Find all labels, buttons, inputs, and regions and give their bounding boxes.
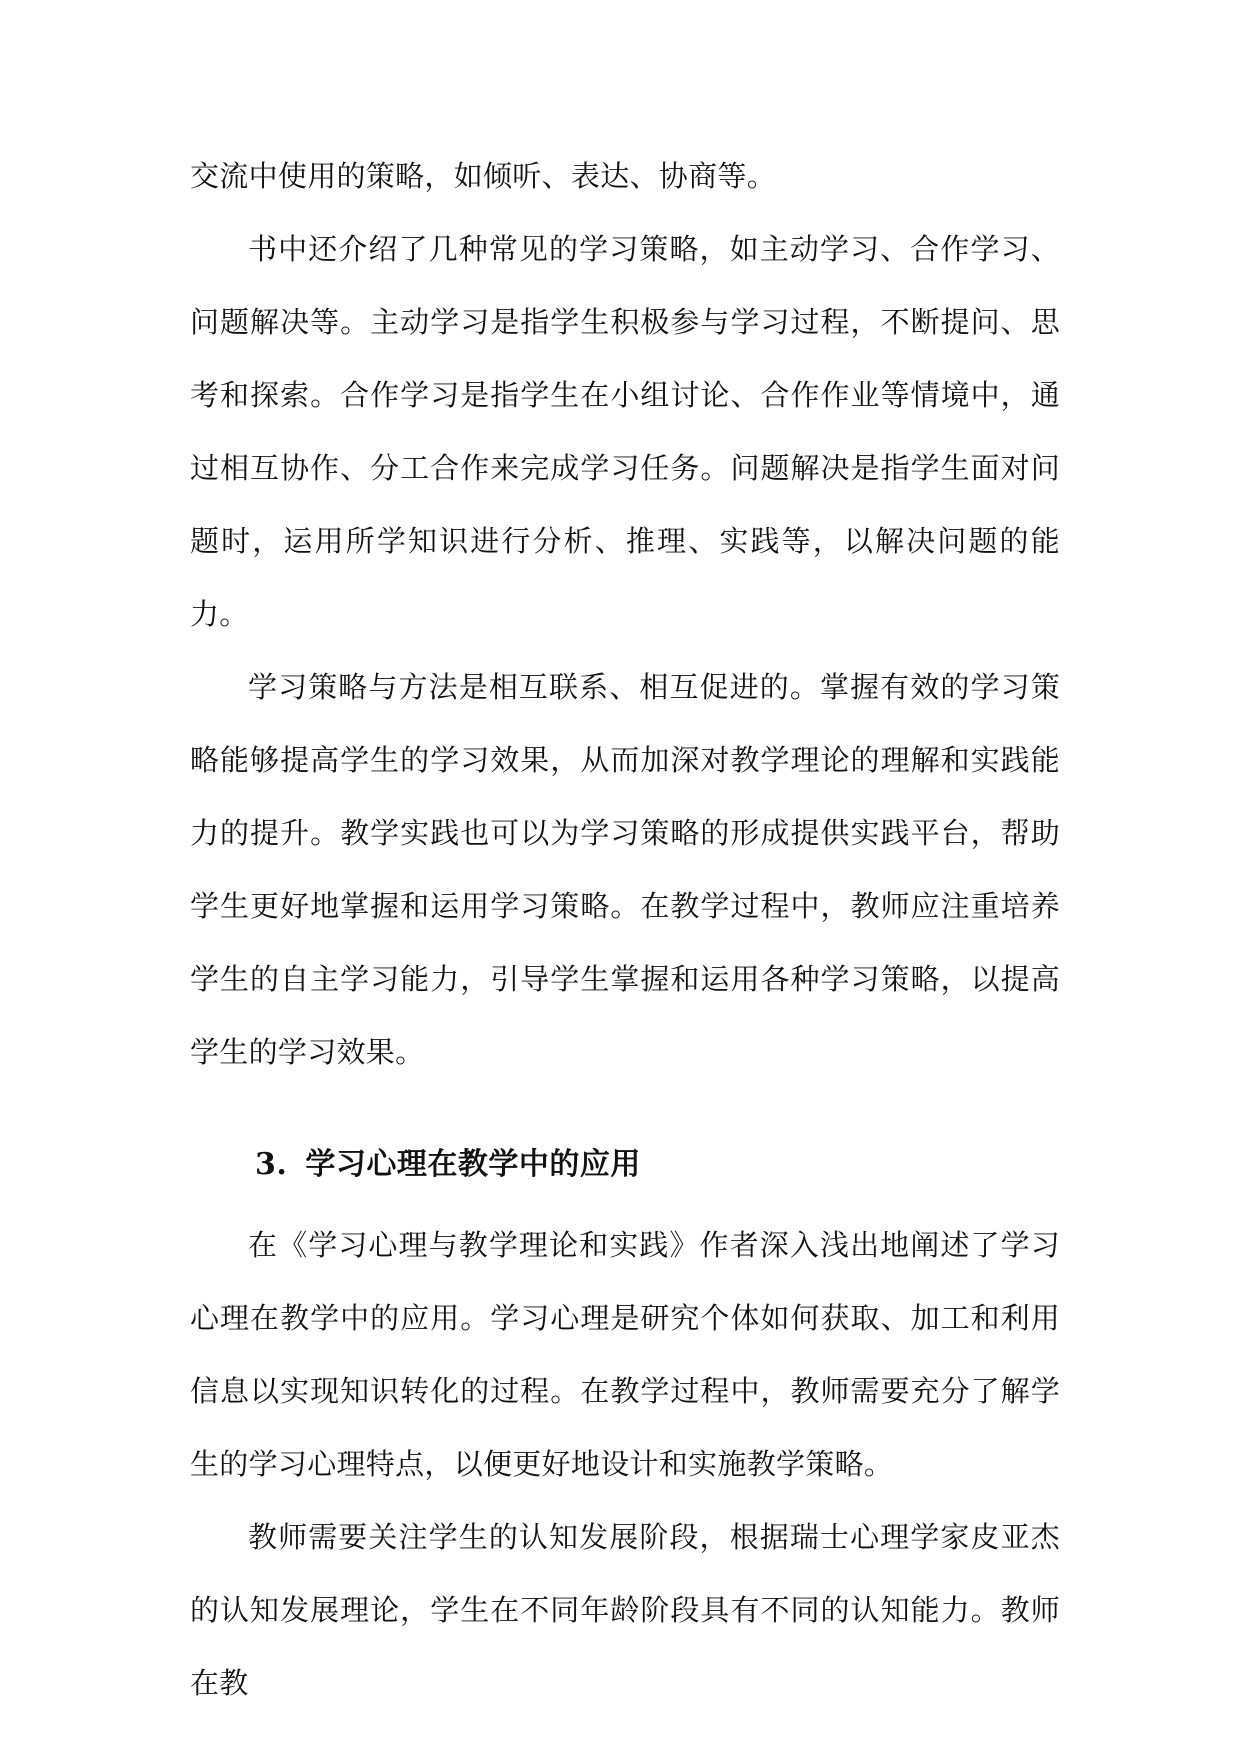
document-page: [190, 140, 1060, 1720]
section-number: 3.: [255, 1147, 288, 1182]
paragraph-learning-psychology: 在《学习心理与教学理论和实践》作者深入浅出地阐述了学习心理在教学中的应用。学习心理是研究个体如何获取、加工和利用信息以实现知识转化的过程。在教学过程中，教师需要充分了解学生的学习心理特点，以便更好地设计和实施教学策略。: [190, 1228, 1060, 1481]
paragraph-strategy-relationship: 学习策略与方法是相互联系、相互促进的。掌握有效的学习策略能够提高学生的学习效果，从而加深对教学理论的理解和实践能力的提升。教学实践也可以为学习策略的形成提供实践平台，帮助学生更好地掌握和运用学习策略。在教学过程中，教师应注重培养学生的自主学习能力，引导学生掌握和运用各种学习策略，以提高学生的学习效果。: [190, 670, 1060, 1069]
paragraph-learning-strategies: 书中还介绍了几种常见的学习策略，如主动学习、合作学习、问题解决等。主动学习是指学生积极参与学习过程，不断提问、思考和探索。合作学习是指学生在小组讨论、合作作业等情境中，通过相互协作、分工合作来完成学习任务。问题解决是指学生面对问题时，运用所学知识进行分析、推理、实践等，以解决问题的能力。: [190, 232, 1060, 631]
section-title: 学习心理在教学中的应用: [305, 1147, 641, 1182]
paragraph-continuation: 交流中使用的策略，如倾听、表达、协商等。: [190, 159, 777, 193]
paragraph-cognitive-development: 教师需要关注学生的认知发展阶段，根据瑞士心理学家皮亚杰的认知发展理论，学生在不同年龄阶段具有不同的认知能力。教师在教: [190, 1520, 1060, 1700]
section-heading: [190, 1121, 1060, 1209]
